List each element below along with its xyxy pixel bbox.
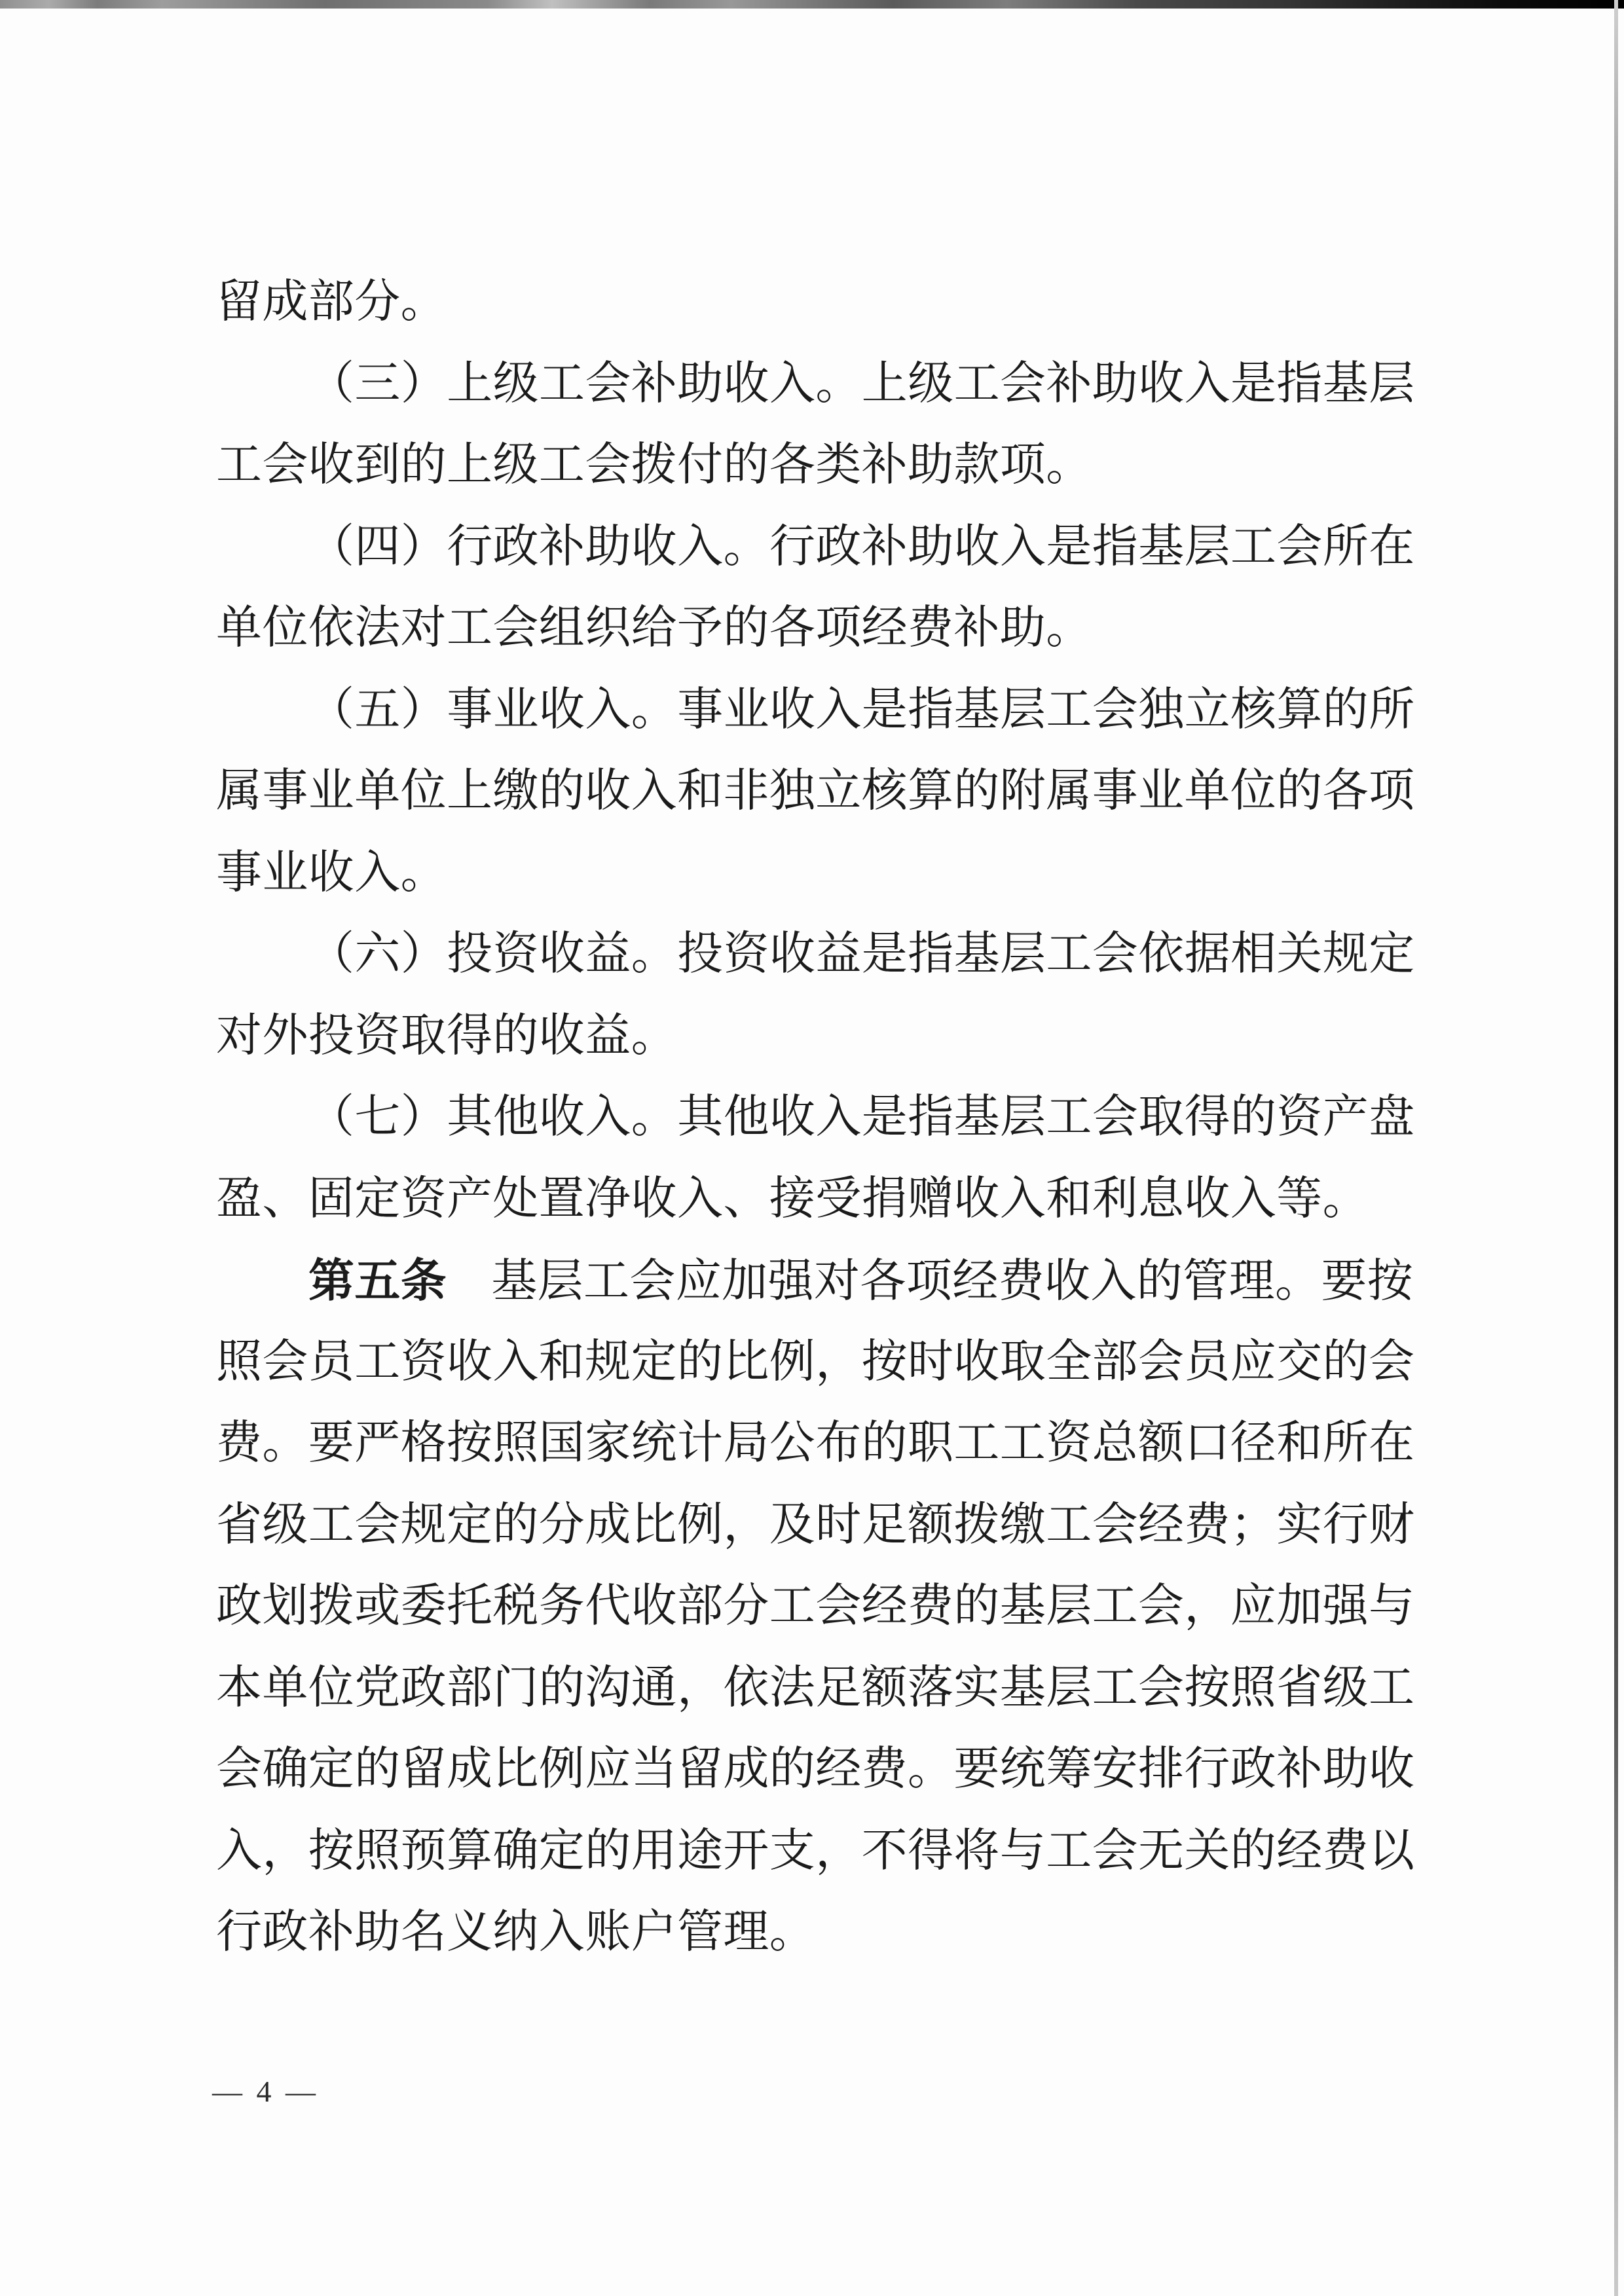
- text-line: （六）投资收益。投资收益是指基层工会依据相关规定: [308, 929, 1415, 979]
- text-line: 入，按照预算确定的用途开支，不得将与工会无关的经费以: [216, 1825, 1415, 1876]
- article-number-bold: 第五条: [308, 1254, 447, 1307]
- scan-artifact-top-edge: [0, 0, 1624, 9]
- text-line: （五）事业收入。事业收入是指基层工会独立核算的所: [308, 684, 1415, 735]
- document-body: [216, 262, 1424, 1974]
- page-number: — 4 —: [212, 2075, 319, 2108]
- text-line: 费。要严格按照国家统计局公布的职工工资总额口径和所在: [216, 1418, 1415, 1468]
- text-line: 对外投资取得的收益。: [216, 1010, 677, 1061]
- text-line: 本单位党政部门的沟通，依法足额落实基层工会按照省级工: [216, 1662, 1415, 1713]
- article-text: 基层工会应加强对各项经费收入的管理。要按: [491, 1256, 1414, 1307]
- text-line: 单位依法对工会组织给予的各项经费补助。: [216, 603, 1092, 653]
- text-line: 工会收到的上级工会拨付的各类补助款项。: [216, 440, 1092, 490]
- text-line: 会确定的留成比例应当留成的经费。要统筹安排行政补助收: [216, 1744, 1415, 1795]
- text-line: 属事业单位上缴的收入和非独立核算的附属事业单位的各项: [216, 766, 1415, 816]
- text-line: 政划拨或委托税务代收部分工会经费的基层工会，应加强与: [216, 1581, 1415, 1631]
- text-line: （七）其他收入。其他收入是指基层工会取得的资产盘: [308, 1092, 1415, 1142]
- text-line: 照会员工资收入和规定的比例，按时收取全部会员应交的会: [216, 1336, 1415, 1387]
- text-line: 行政补助名义纳入账户管理。: [216, 1907, 816, 1958]
- scan-artifact-right-edge: [1614, 0, 1618, 2296]
- text-line-article-heading: [216, 1240, 1424, 1322]
- text-line: 盈、固定资产处置净收入、接受捐赠收入和利息收入等。: [216, 1173, 1369, 1224]
- text-line: 省级工会规定的分成比例，及时足额拨缴工会经费；实行财: [216, 1499, 1415, 1550]
- text-line: 留成部分。: [216, 277, 447, 327]
- text-line: （三）上级工会补助收入。上级工会补助收入是指基层: [308, 358, 1415, 409]
- text-line: （四）行政补助收入。行政补助收入是指基层工会所在: [308, 521, 1415, 572]
- text-line: 事业收入。: [216, 847, 447, 898]
